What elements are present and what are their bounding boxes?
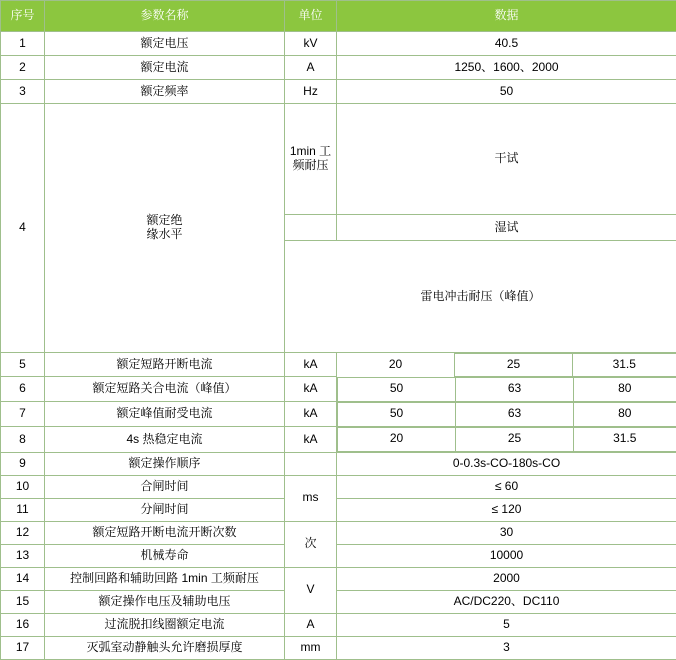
row-unit: 次 (285, 521, 337, 567)
row-group-label-text: 额定绝缘水平 (147, 214, 183, 242)
row-no: 12 (1, 521, 45, 544)
row-unit: kA (285, 377, 337, 402)
table-row (1, 427, 676, 453)
row-value: 31.5 (573, 353, 676, 376)
row-unit: kA (285, 402, 337, 427)
subrow-name: 雷电冲击耐压（峰值） (285, 241, 676, 352)
row-name: 合闸时间 (45, 475, 285, 498)
row-unit: V (285, 567, 337, 613)
row-name: 灭弧室动静触头允许磨损厚度 (45, 636, 285, 659)
row-no: 17 (1, 636, 45, 659)
row-unit: kA (285, 427, 337, 453)
table-body (1, 32, 676, 660)
row-name: 额定短路开断电流开断次数 (45, 521, 285, 544)
row-unit: A (285, 613, 337, 636)
row-name: 4s 热稳定电流 (45, 427, 285, 453)
table-row (1, 56, 676, 80)
row-data: 40.5 (337, 32, 676, 56)
table-row (1, 498, 676, 521)
row-data: 30 (337, 521, 676, 544)
table-row (1, 590, 676, 613)
row-data: 3 (337, 636, 676, 659)
table-row (1, 521, 676, 544)
row-no: 13 (1, 544, 45, 567)
row-data: ≤ 120 (337, 498, 676, 521)
row-unit: ms (285, 475, 337, 521)
row-name: 额定电压 (45, 32, 285, 56)
row-no: 1 (1, 32, 45, 56)
header-no: 序号 (1, 1, 45, 32)
row-value: 63 (456, 377, 574, 401)
row-no: 11 (1, 498, 45, 521)
row-data: AC/DC220、DC110 (337, 590, 676, 613)
row-value: 80 (574, 402, 676, 426)
row-name: 额定操作电压及辅助电压 (45, 590, 285, 613)
row-unit: A (285, 56, 337, 80)
row-name: 额定峰值耐受电流 (45, 402, 285, 427)
table-row (1, 402, 676, 427)
row-no: 10 (1, 475, 45, 498)
row-value: 50 (338, 402, 456, 426)
row-unit: mm (285, 636, 337, 659)
subrow-condition: 湿试 (337, 215, 676, 241)
row-no: 16 (1, 613, 45, 636)
row-group-label (45, 104, 285, 353)
row-no: 5 (1, 352, 45, 377)
row-no: 7 (1, 402, 45, 427)
row-value: 63 (456, 402, 574, 426)
row-value: 20 (338, 427, 456, 451)
header-unit: 单位 (285, 1, 337, 32)
row-data: 1250、1600、2000 (337, 56, 676, 80)
table-row (1, 636, 676, 659)
row-value: 80 (574, 377, 676, 401)
row-data: 10000 (337, 544, 676, 567)
table-row (1, 475, 676, 498)
row-value: 31.5 (574, 427, 676, 451)
table-row (1, 80, 676, 104)
table-header (1, 1, 676, 32)
row-unit: kV (285, 32, 337, 56)
row-no: 6 (1, 377, 45, 402)
header-data: 数据 (337, 1, 676, 32)
row-no: 4 (1, 104, 45, 353)
row-name: 额定电流 (45, 56, 285, 80)
table-row (1, 544, 676, 567)
row-data: 0-0.3s-CO-180s-CO (337, 452, 676, 475)
row-no: 14 (1, 567, 45, 590)
table-row (1, 377, 676, 402)
row-value: 50 (338, 377, 456, 401)
row-name: 控制回路和辅助回路 1min 工频耐压 (45, 567, 285, 590)
row-name: 额定短路关合电流（峰值） (45, 377, 285, 402)
header-name: 参数名称 (45, 1, 285, 32)
row-name: 额定短路开断电流 (45, 352, 285, 377)
row-unit: kA (285, 352, 337, 377)
row-unit: Hz (285, 80, 337, 104)
table-row (1, 613, 676, 636)
row-name: 分闸时间 (45, 498, 285, 521)
row-unit (285, 452, 337, 475)
row-no: 9 (1, 452, 45, 475)
row-data: 50 (337, 80, 676, 104)
row-no: 2 (1, 56, 45, 80)
row-no: 8 (1, 427, 45, 453)
table-row (1, 32, 676, 56)
row-value: 25 (455, 353, 573, 376)
row-value: 25 (456, 427, 574, 451)
subrow-condition: 干试 (337, 104, 676, 215)
row-no: 3 (1, 80, 45, 104)
row-name: 额定频率 (45, 80, 285, 104)
table-row (1, 452, 676, 475)
table-row (1, 567, 676, 590)
row-name: 额定操作顺序 (45, 452, 285, 475)
row-no: 15 (1, 590, 45, 613)
row-data: ≤ 60 (337, 475, 676, 498)
row-value: 20 (337, 353, 455, 376)
table-row (1, 104, 676, 215)
subrow-name: 1min 工频耐压 (285, 104, 337, 215)
header-row (1, 1, 676, 32)
row-data: 5 (337, 613, 676, 636)
subrow-name-cont (285, 215, 337, 241)
row-data: 2000 (337, 567, 676, 590)
row-name: 机械寿命 (45, 544, 285, 567)
row-name: 过流脱扣线圈额定电流 (45, 613, 285, 636)
table-row (1, 352, 676, 377)
